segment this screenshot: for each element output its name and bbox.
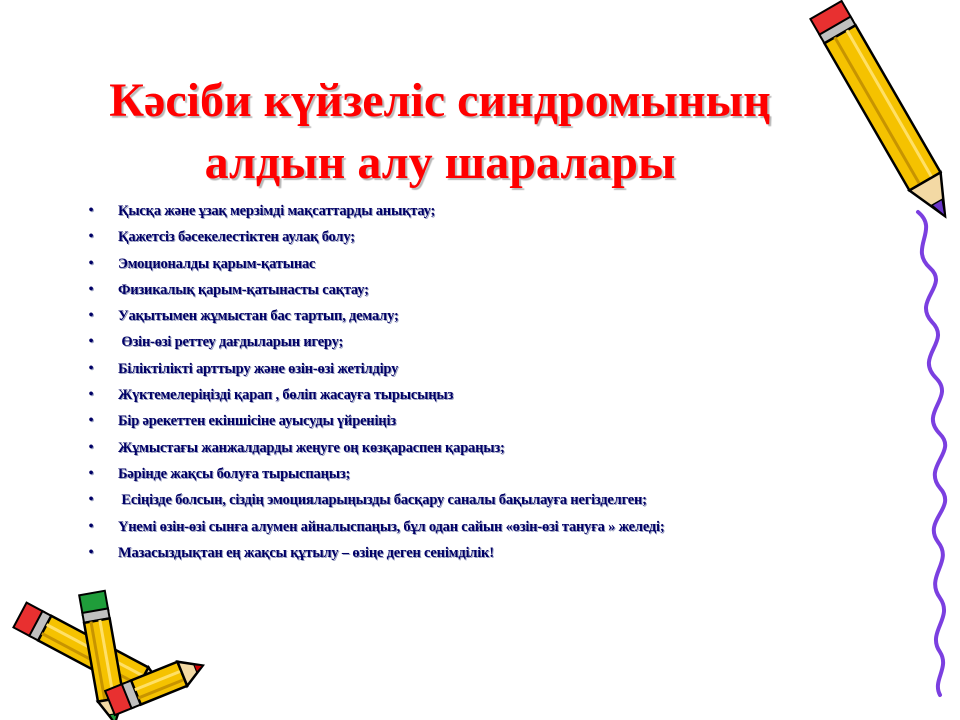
list-item xyxy=(84,514,864,540)
bullet-text: Уақытымен жұмыстан бас тартып, демалу; xyxy=(118,308,399,325)
bullet-text: Бәрінде жақсы болуға тырыспаңыз; xyxy=(118,465,351,482)
bullet-dot: • xyxy=(88,229,94,245)
bullet-text: Есіңізде болсын, сіздің эмоцияларыңызды басқару саналы бақылауға негізделген; xyxy=(118,492,647,509)
bullet-text: Бір әрекеттен екіншісіне ауысуды үйреніңіз xyxy=(118,413,396,430)
bullet-dot: • xyxy=(88,492,94,508)
bullet-dot: • xyxy=(88,439,94,455)
bullet-dot: • xyxy=(88,255,94,271)
bullet-text: Біліктілікті арттыру және өзін-өзі жетілдіру xyxy=(118,360,399,377)
list-item xyxy=(84,487,864,513)
bullet-dot: • xyxy=(88,308,94,324)
list-item xyxy=(84,277,864,303)
bullet-text: Мазасыздықтан ең жақсы құтылу – өзіңе деген сенімділік! xyxy=(118,544,494,561)
bullet-dot: • xyxy=(88,518,94,534)
pencil-with-scribble-icon xyxy=(790,0,960,700)
list-item xyxy=(84,224,864,250)
bullet-dot: • xyxy=(88,387,94,403)
bullet-text: Өзін-өзі реттеу дағдыларын игеру; xyxy=(118,334,344,351)
list-item xyxy=(84,198,864,224)
list-item xyxy=(84,540,864,566)
bullet-dot: • xyxy=(88,281,94,297)
crossed-pencils-icon xyxy=(0,575,220,720)
list-item xyxy=(84,408,864,434)
bullet-dot: • xyxy=(88,544,94,560)
list-item xyxy=(84,251,864,277)
list-item xyxy=(84,329,864,355)
title-line-2: алдын алу шаралары xyxy=(204,136,676,189)
list-item xyxy=(84,303,864,329)
bullet-text: Физикалық қарым-қатынасты сақтау; xyxy=(118,281,369,298)
list-item xyxy=(84,382,864,408)
title-line-1: Кәсіби күйзеліс синдромының xyxy=(109,74,771,127)
list-item xyxy=(84,461,864,487)
bullet-list xyxy=(84,198,864,566)
bullet-text: Эмоционалды қарым-қатынас xyxy=(118,255,316,272)
bullet-text: Қажетсіз бәсекелестіктен аулақ болу; xyxy=(118,229,355,246)
bullet-dot: • xyxy=(88,334,94,350)
list-item xyxy=(84,356,864,382)
bullet-dot: • xyxy=(88,203,94,218)
bullet-text: Қысқа және ұзақ мерзімді мақсаттарды анықтау; xyxy=(118,203,436,219)
bullet-dot: • xyxy=(88,413,94,429)
list-item xyxy=(84,435,864,461)
bullet-text: Жүктемелеріңізді қарап , бөліп жасауға тырысыңыз xyxy=(118,387,454,404)
bullet-text: Үнемі өзін-өзі сынға алумен айналыспаңыз, бұл одан сайын «өзін-өзі тануға » желеді; xyxy=(118,518,665,535)
slide-title xyxy=(60,70,820,194)
bullet-text: Жұмыстағы жанжалдарды жеңуге оң көзқараспен қараңыз; xyxy=(118,439,505,456)
bullet-dot: • xyxy=(88,465,94,481)
bullet-dot: • xyxy=(88,360,94,376)
